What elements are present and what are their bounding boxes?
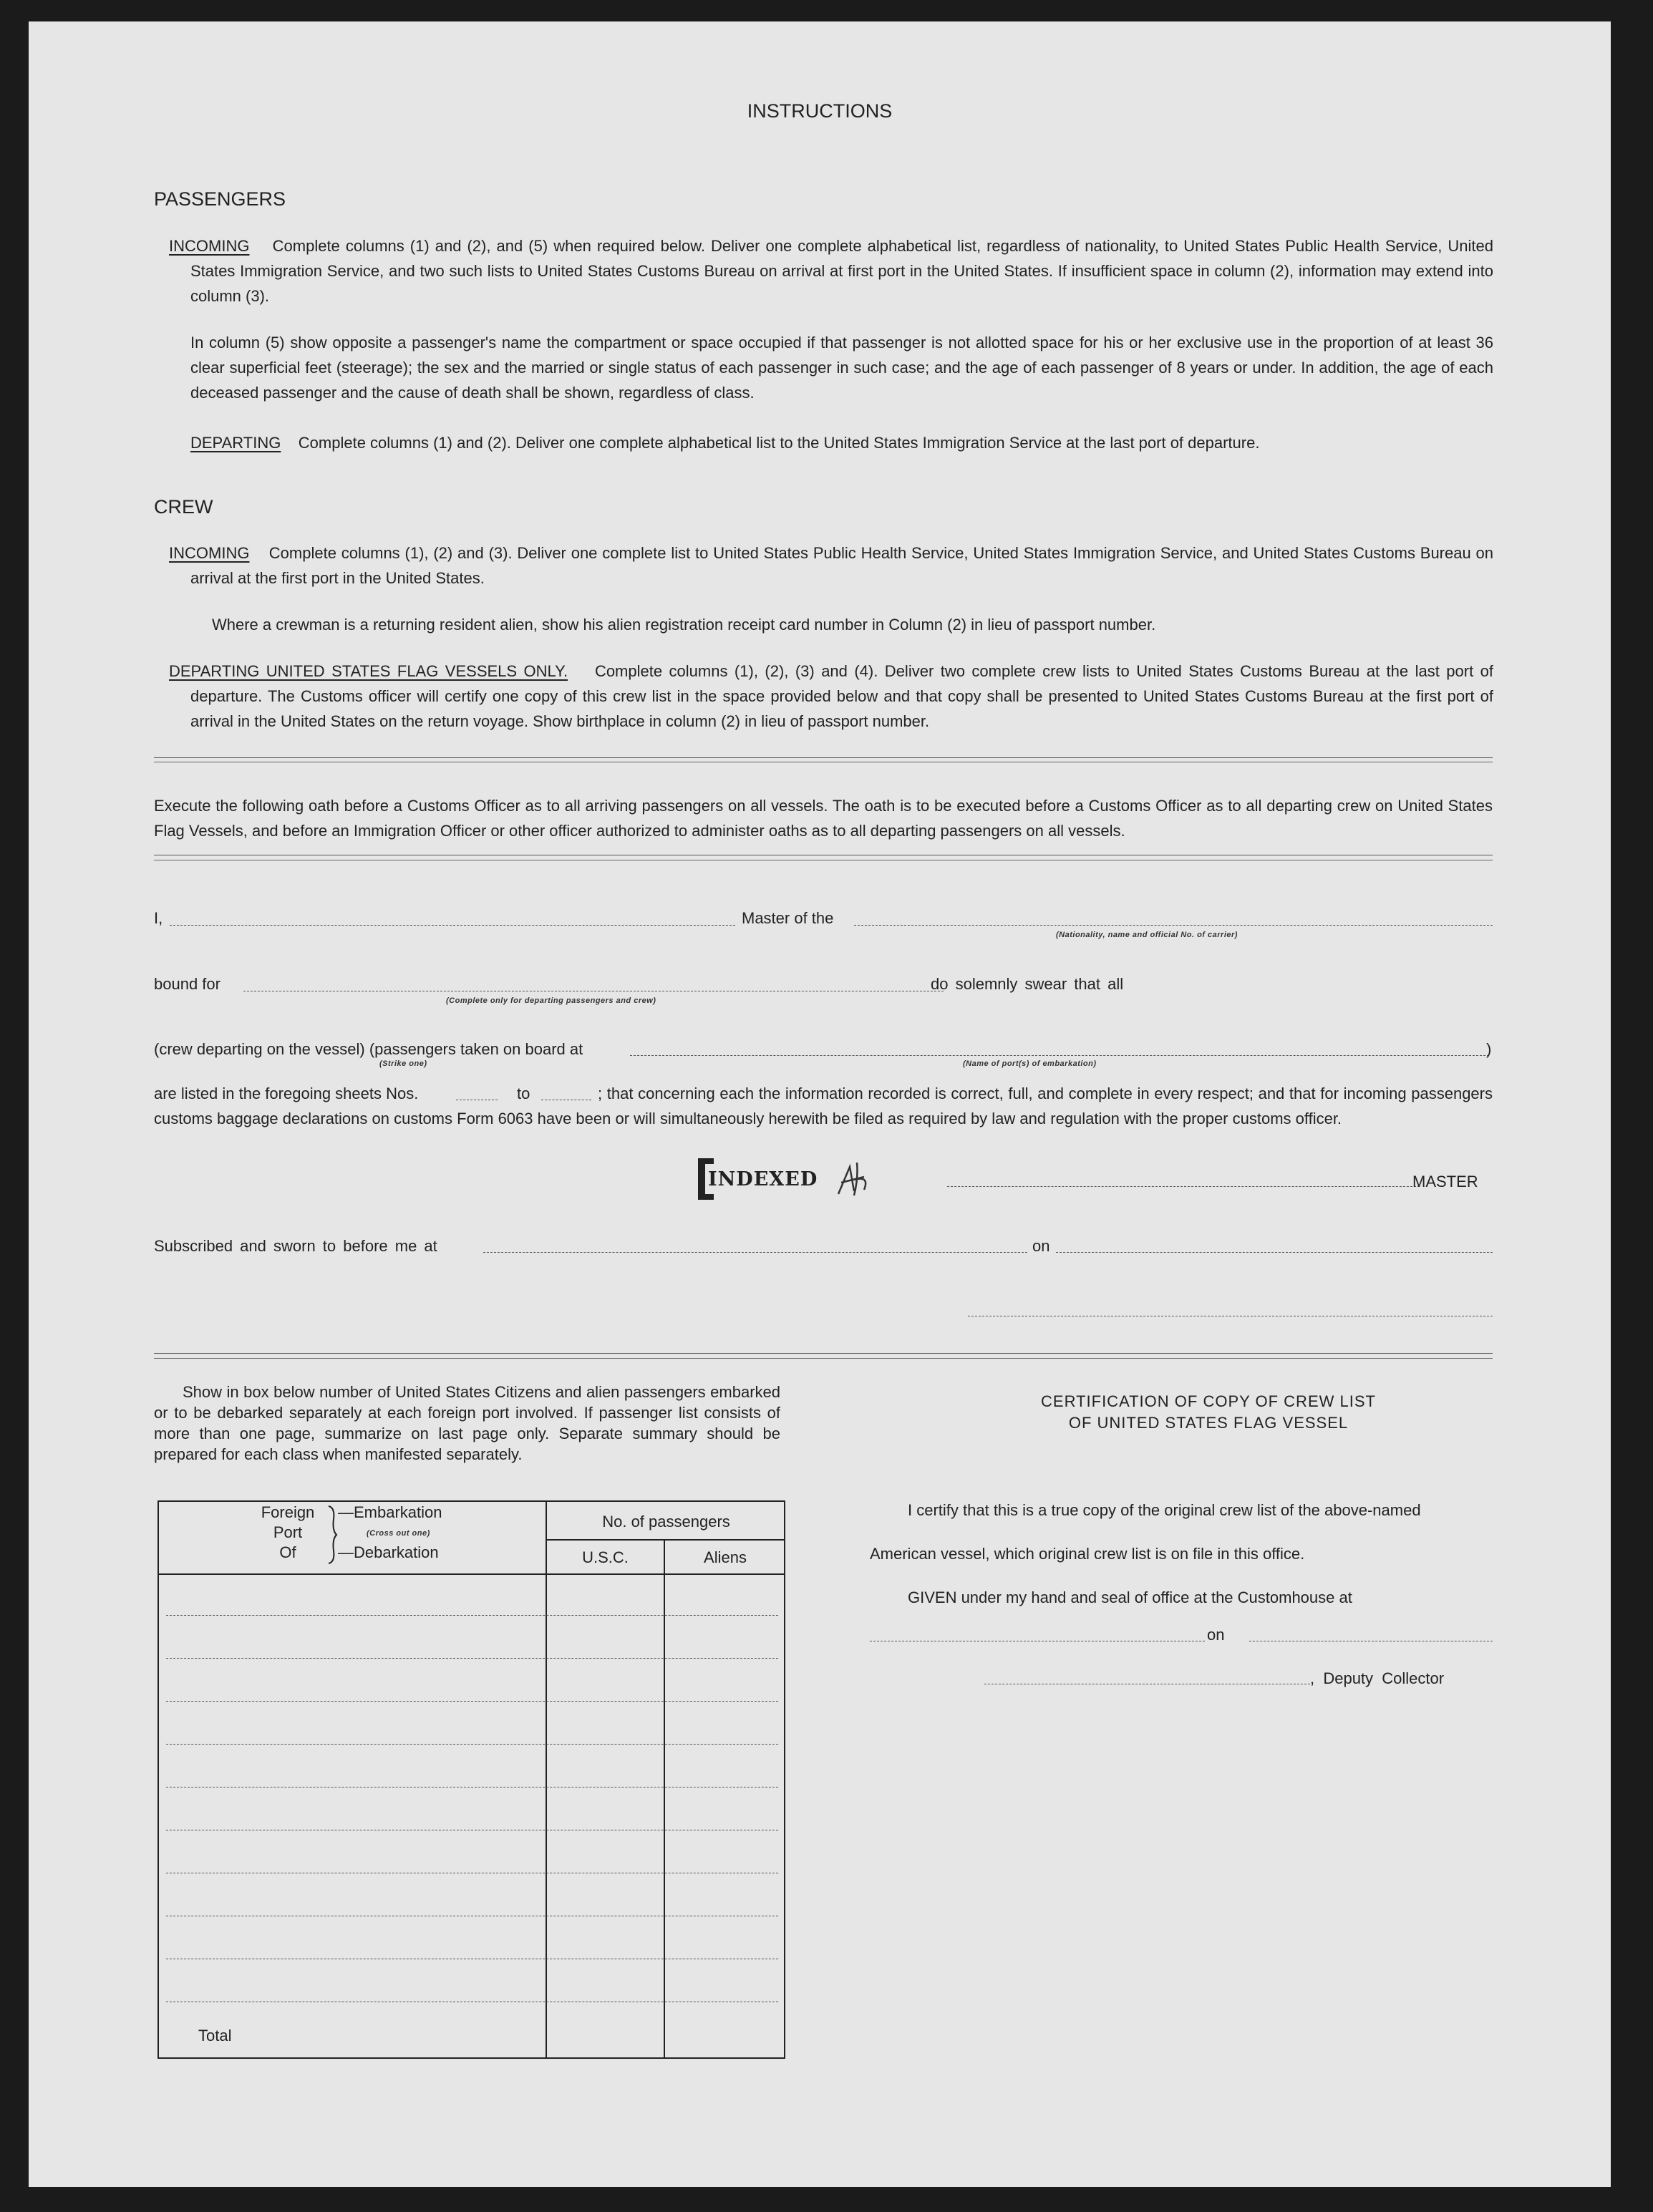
subscribed-label: Subscribed and sworn to before me at [154,1237,437,1255]
crew-incoming-paragraph [169,540,1493,591]
port-label: Port [273,1523,303,1541]
passenger-summary-table [157,1500,785,2059]
crew-departing-label: DEPARTING UNITED STATES FLAG VESSELS ONLY. [169,662,568,680]
crew-departing-paragraph [169,659,1493,734]
certification-title-line2: OF UNITED STATES FLAG VESSEL [1068,1414,1349,1432]
initials-scribble-icon [833,1158,876,1200]
of-label: Of [279,1543,296,1561]
no-of-passengers-header: No. of passengers [602,1513,730,1531]
passengers-column5-text: In column (5) show opposite a passenger's name the compartment or space occupied if that passenger is not allotted space for his or her exclusive use in the proportion of at least 36 clear superficial feet (steerage); the sex and the married or single status of each passenger in such case; and the age of each passenger of 8 years or under. In addition, the age of each deceased passenger and the cause of death shall be shown, regardless of class. [190,334,1493,402]
certification-on-label: on [1207,1626,1225,1644]
foreign-label: Foreign [261,1503,315,1521]
master-name-field[interactable] [170,925,735,926]
passengers-departing-text: Complete columns (1) and (2). Deliver one complete alphabetical list to the United States Immigration Service at the last port of departure. [298,434,1260,452]
certify-line2: American vessel, which original crew list is on file in this office. [870,1545,1305,1563]
stamp-text: INDEXED [708,1168,818,1190]
carrier-field[interactable] [854,925,1493,926]
bound-for-label: bound for [154,975,220,993]
given-text: GIVEN under my hand and seal of office at the Customhouse at [908,1588,1352,1606]
oath-i-label: I, [154,909,163,927]
crew-resident-text: Where a crewman is a returning resident alien, show his alien registration receipt card number in Column (2) in lieu of passport number. [212,616,1156,634]
close-paren: ) [1486,1040,1492,1058]
table-row[interactable] [166,1615,778,1616]
crew-incoming-label: INCOMING [169,544,250,562]
summary-instructions: Show in box below number of United States Citizens and alien passengers embarked or to be debarked separately at each foreign port involved. If passenger list consists of more than one page, summarize on last page only. Separate summary should be prepared for each class when manifested separately. [154,1383,780,1463]
indexed-stamp [698,1158,863,1201]
table-row[interactable] [166,1701,778,1702]
bound-caption: (Complete only for departing passengers and crew) [446,996,656,1005]
crew-incoming-text: Complete columns (1), (2) and (3). Deliver one complete list to United States Public Health Service, United States Immigration Service, and United States Customs Bureau on arrival at the first port in the United States. [190,544,1494,587]
divider-rule [154,1358,1493,1359]
passengers-incoming-text: Complete columns (1) and (2), and (5) when required below. Deliver one complete alphabetical list, regardless of nationality, to United States Public Health Service, United States Immigration Service, and two such lists to United States Customs Bureau on arrival at first port in the United States. If insufficient space in column (2), information may extend into column (3). [190,237,1493,305]
divider-rule [154,757,1493,758]
passengers-incoming-paragraph [169,233,1493,309]
ports-caption: (Name of port(s) of embarkation) [963,1059,1097,1068]
listed-rest: ; that concerning each the information recorded is correct, full, and complete in every respect; and that for incoming passengers customs baggage declarations on customs Form 6063 have been or will simultaneously herewith be filed as required by law and regulation with the proper customs officer. [154,1085,1493,1127]
to-label: to [517,1085,530,1102]
subscribed-on-label: on [1032,1237,1050,1255]
total-label: Total [198,2027,232,2044]
usc-header: U.S.C. [582,1548,629,1566]
crew-passengers-text: (crew departing on the vessel) (passengers taken on board at [154,1040,583,1058]
cross-out-caption: (Cross out one) [367,1529,430,1538]
aliens-header: Aliens [704,1548,747,1566]
subscribed-date-field[interactable] [1056,1252,1493,1253]
passengers-departing-label: DEPARTING [190,434,281,452]
master-signature-field[interactable] [947,1186,1420,1187]
certification-title-line1: CERTIFICATION OF COPY OF CREW LIST [1041,1392,1376,1410]
subscribed-place-field[interactable] [483,1252,1027,1253]
master-of-label: Master of the [742,909,834,927]
strike-caption: (Strike one) [379,1059,427,1068]
nationality-caption: (Nationality, name and official No. of carrier) [1056,931,1238,939]
certify-line1: I certify that this is a true copy of the original crew list of the above-named [908,1501,1421,1519]
crew-departing-text: Complete columns (1), (2), (3) and (4). Deliver two complete crew lists to United States Customs Bureau at the last port of departure. The Customs officer will certify one copy of this crew list in the space provided below and that copy shall be presented to United States Customs Bureau at the first port of arrival in the United States on the return voyage. Show birthplace in column (2) in lieu of passport number. [190,662,1493,730]
table-row[interactable] [166,1744,778,1745]
oath-intro: Execute the following oath before a Customs Officer as to all arriving passengers on all vessels. The oath is to be executed before a Customs Officer as to all departing crew on United States Flag Vessels, and before an Immigration Officer or other officer authorized to administer oaths as to all departing passengers on all vessels. [154,797,1493,840]
debarkation-label: —Debarkation [338,1543,439,1561]
ports-field[interactable] [630,1055,1489,1056]
swear-text: do solemnly swear that all [931,975,1124,993]
embarkation-label: —Embarkation [338,1503,442,1521]
table-row[interactable] [166,1658,778,1659]
passengers-incoming-label: INCOMING [169,237,250,255]
master-label: MASTER [1412,1173,1478,1190]
instructions-title: INSTRUCTIONS [747,100,893,122]
passengers-heading: PASSENGERS [154,188,286,210]
passengers-departing-paragraph [190,430,1493,455]
form-page [29,21,1611,2187]
divider-rule [154,1353,1493,1354]
listed-prefix: are listed in the foregoing sheets Nos. [154,1085,419,1102]
crew-heading: CREW [154,496,213,518]
deputy-collector-label: , Deputy Collector [1310,1669,1445,1687]
